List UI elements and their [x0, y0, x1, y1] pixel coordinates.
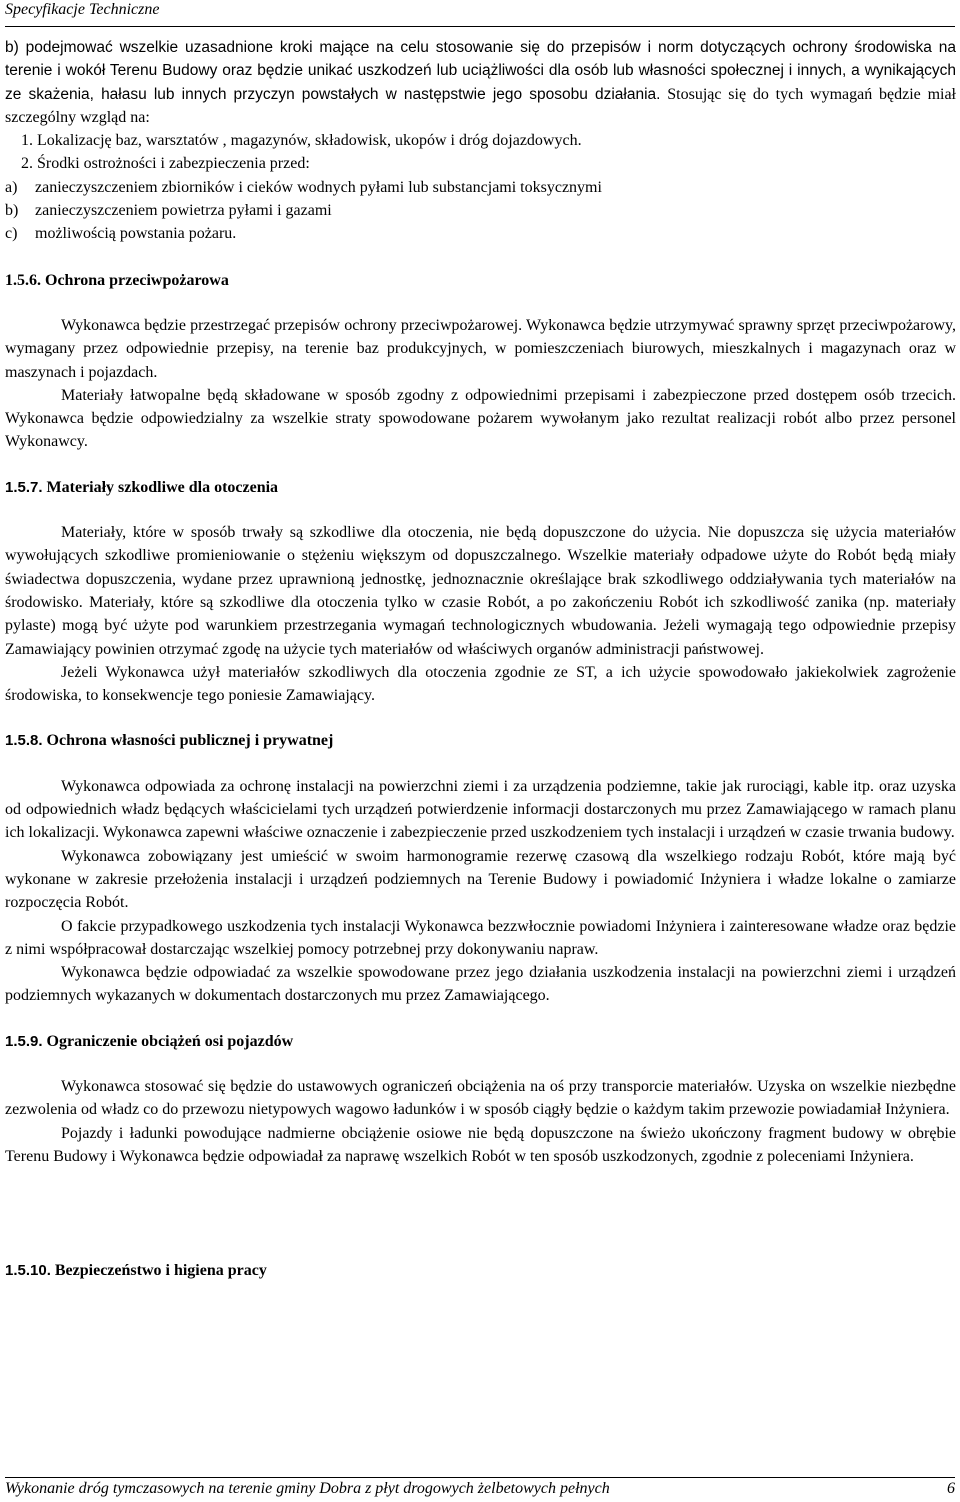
page-content — [5, 36, 956, 1282]
section-heading-159 — [5, 1030, 956, 1053]
section-157-paragraph-1: Materiały, które w sposób trwały są szkodliwe dla otoczenia, nie będą dopuszczone do użycia. Nie dopuszcza się użycia materiałów wywołujących szkodliwe promieniowanie o stężeniu większym od dopuszczalnego. Wszelkie materiały odpadowe użyte do Robót będą miały świadectwa dopuszczenia, wydane przez uprawnioną jednostkę, jednoznacznie określające brak szkodliwego oddziaływania tych materiałów na środowisko. Materiały, które są szkodliwe dla otoczenia tylko w czasie Robót, a po zakończeniu Robót ich szkodliwość zanika (np. materiały pylaste) mogą być użyte pod warunkiem przestrzegania wymagań technologicznych wbudowania. Jeżeli wymagają tego odpowiednie przepisy Zamawiający powinien otrzymać zgodę na użycie tych materiałów od właściwych organów administracji państwowej. — [5, 524, 956, 658]
running-footer — [5, 1479, 955, 1499]
sub-a-text: zanieczyszczeniem zbiorników i cieków wodnych pyłami lub substancjami toksycznymi — [35, 178, 602, 196]
section-157-number: 1.5.7. — [5, 478, 43, 496]
section-1510-number: 1.5.10. — [5, 1262, 51, 1280]
sub-b-text: zanieczyszczeniem powietrza pyłami i gazami — [35, 202, 332, 220]
section-158-paragraph-2: Wykonawca zobowiązany jest umieścić w swoim harmonogramie rezerwę czasową dla wszelkiego rodzaju Robót, które mają być wykonane w zakresie przełożenia instalacji i urządzeń podziemnych na Terenie Budowy i powiadomić Inżyniera i władze lokalne o zamiarze rozpoczęcia Robót. — [5, 847, 956, 912]
footer-rule — [5, 1477, 955, 1478]
section-1510-title: Bezpieczeństwo i higiena pracy — [50, 1262, 267, 1280]
section-158-title: Ochrona własności publicznej i prywatnej — [42, 732, 334, 750]
intro-item-2: 2. Środki ostrożności i zabezpieczenia przed: — [21, 155, 310, 173]
section-157-paragraph-2: Jeżeli Wykonawca użył materiałów szkodliwych dla otoczenia zgodnie ze ST, a ich użycie spowodowało jakiekolwiek zagrożenie środowiska, to konsekwencje tego poniesie Zamawiający. — [5, 663, 956, 705]
section-heading-158 — [5, 729, 956, 752]
sub-c-text: możliwością powstania pożaru. — [35, 225, 237, 243]
section-158-paragraph-1: Wykonawca odpowiada za ochronę instalacji na powierzchni ziemi i za urządzenia podziemne, takie jak rurociągi, kable itp. oraz uzyska od odpowiednich władz będących właścicielami tych urządzeń potwierdzenie informacji dostarczonych mu przez Zamawiającego w ramach planu ich lokalizacji. Wykonawca zapewni właściwe oznaczenie i zabezpieczenie przed uszkodzeniem tych instalacji i urządzeń w czasie trwania budowy. — [5, 777, 956, 842]
intro-paragraph-b — [5, 36, 956, 129]
intro-sub-b — [5, 199, 956, 222]
section-157-title: Materiały szkodliwe dla otoczenia — [42, 478, 279, 496]
page-number: 6 — [947, 1480, 955, 1497]
section-heading-157 — [5, 476, 956, 499]
section-159-title: Ograniczenie obciążeń osi pojazdów — [42, 1032, 294, 1050]
section-156-paragraph-2: Materiały łatwopalne będą składowane w sposób zgodny z odpowiednimi przepisami i zabezpieczone przed dostępem osób trzecich. Wykonawca będzie odpowiedzialny za wszelkie straty spowodowane pożarem wywołanym jako rezultat realizacji robót albo przez personel Wykonawcy. — [5, 386, 956, 451]
header-rule — [5, 26, 955, 27]
section-159-paragraph-1: Wykonawca stosować się będzie do ustawowych ograniczeń obciążenia na oś przy transporcie materiałów. Uzyska on wszelkie niezbędne zezwolenia od władz co do przewozu nietypowych wagowo ładunków i w sposób ciągły będzie o każdym takim przewozie powiadamiał Inżyniera. — [5, 1077, 956, 1119]
sub-c-label: c) — [5, 225, 18, 243]
sub-a-label: a) — [5, 178, 18, 196]
sub-b-label: b) — [5, 202, 19, 220]
intro-sub-a — [5, 176, 956, 199]
intro-b-label: b) — [5, 39, 19, 56]
intro-item-1: 1. Lokalizację baz, warsztatów , magazynów, składowisk, ukopów i dróg dojazdowych. — [21, 132, 582, 150]
section-heading-156: 1.5.6. Ochrona przeciwpożarowa — [5, 271, 229, 289]
intro-sub-c — [5, 222, 956, 245]
intro-b-continuation: Stosując się do tych wymagań będzie miał szczególny wzgląd na: — [5, 85, 957, 126]
footer-title: Wykonanie dróg tymczasowych na terenie gminy Dobra z płyt drogowych żelbetowych pełnych — [5, 1480, 610, 1497]
section-156-paragraph-1: Wykonawca będzie przestrzegać przepisów ochrony przeciwpożarowej. Wykonawca będzie utrzymywać sprawny sprzęt przeciwpożarowy, wymagany przez odpowiednie przepisy, na terenie baz produkcyjnych, w pomieszczeniach biurowych, mieszkalnych i magazynach oraz w maszynach i pojazdach. — [5, 316, 956, 381]
section-159-paragraph-2: Pojazdy i ładunki powodujące nadmierne obciążenie osiowe nie będą dopuszczone na świeżo ukończony fragment budowy w obrębie Terenu Budowy i Wykonawca będzie odpowiadał za naprawę wszelkich Robót w ten sposób uszkodzonych, zgodnie z poleceniami Inżyniera. — [5, 1124, 956, 1165]
section-159-number: 1.5.9. — [5, 1032, 43, 1050]
section-158-paragraph-3: O fakcie przypadkowego uszkodzenia tych instalacji Wykonawca bezzwłocznie powiadomi Inżyniera i zainteresowane władze oraz będzie z nimi współpracował dostarczając wszelkiej pomocy potrzebnej przy dokonywaniu napraw. — [5, 917, 956, 958]
section-158-paragraph-4: Wykonawca będzie odpowiadać za wszelkie spowodowane przez jego działania uszkodzenia instalacji na powierzchni ziemi i urządzeń podziemnych wykazanych w dokumentach dostarczonych mu przez Zamawiającego. — [5, 964, 956, 1005]
section-heading-1510 — [5, 1259, 956, 1282]
intro-b-text: podejmować wszelkie uzasadnione kroki mające na celu stosowanie się do przepisów i norm dotyczących ochrony środowiska na terenie i wokół Terenu Budowy oraz będzie unikać uszkodzeń lub uciążliwości dla osób lub własności społecznej i innych, a wynikających ze skażenia, hałasu lub innych przyczyn powstałych w następstwie jego sposobu działania. — [5, 39, 956, 103]
running-header: Specyfikacje Techniczne — [5, 1, 160, 18]
section-158-number: 1.5.8. — [5, 732, 43, 750]
